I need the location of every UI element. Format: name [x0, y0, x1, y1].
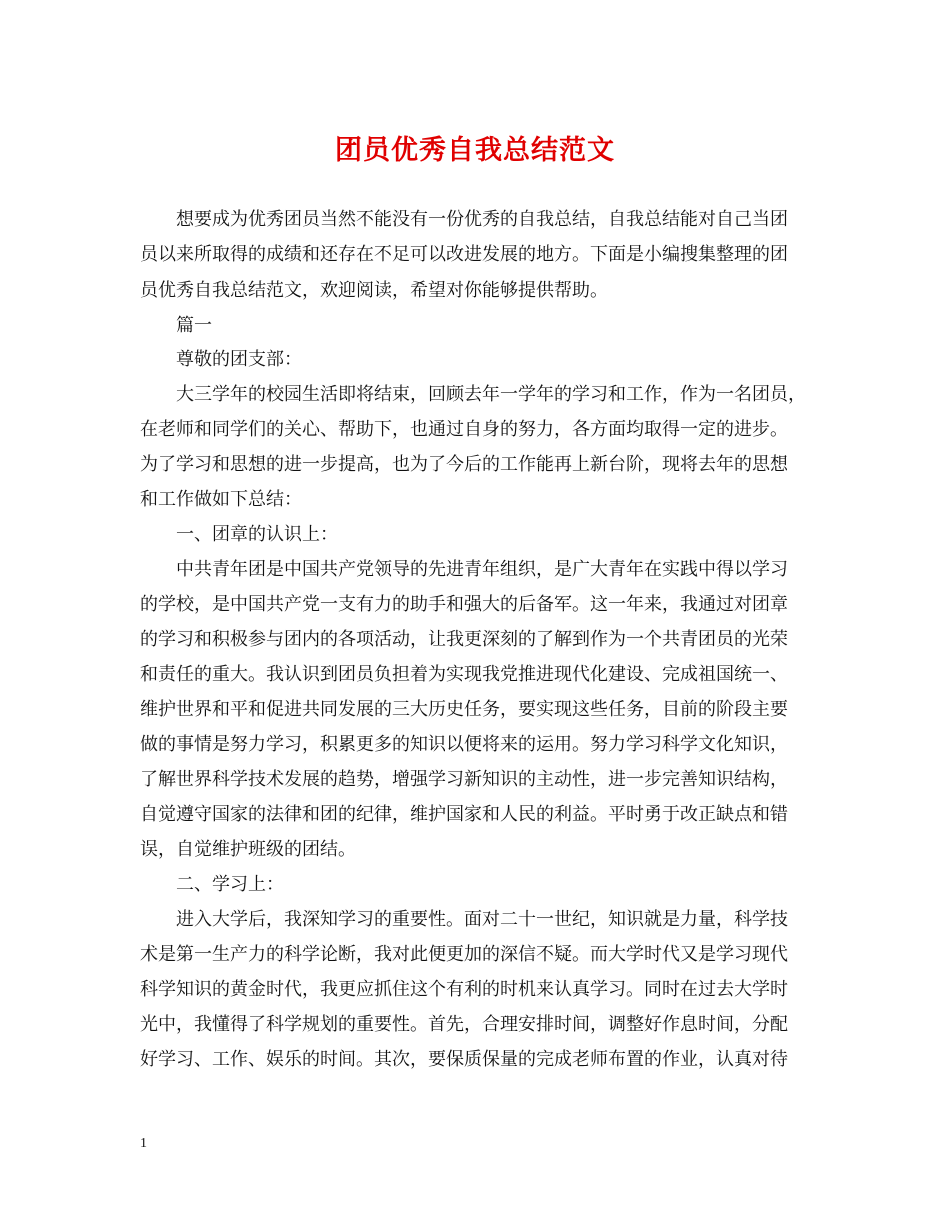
text-line: 员优秀自我总结范文，欢迎阅读，希望对你能够提供帮助。 [140, 280, 608, 301]
section-heading: 一、团章的认识上： [176, 524, 338, 545]
text-line: 术是第一生产力的科学论断，我对此便更加的深信不疑。而大学时代又是学习现代 [140, 944, 788, 965]
text-line: 的学校，是中国共产党一支有力的助手和强大的后备军。这一年来，我通过对团章 [140, 594, 788, 615]
text-line: 做的事情是努力学习，积累更多的知识以便将来的运用。努力学习科学文化知识， [140, 734, 788, 755]
text-line: 和工作做如下总结： [140, 489, 302, 510]
section-heading: 二、学习上： [176, 874, 284, 895]
text-line: 光中，我懂得了科学规划的重要性。首先，合理安排时间，调整好作息时间，分配 [140, 1014, 788, 1035]
document-title: 团员优秀自我总结范文 [335, 135, 615, 166]
text-line: 中共青年团是中国共产党领导的先进青年组织，是广大青年在实践中得以学习 [176, 559, 788, 580]
text-line: 科学知识的黄金时代，我更应抓住这个有利的时机来认真学习。同时在过去大学时 [140, 979, 788, 1000]
text-line: 想要成为优秀团员当然不能没有一份优秀的自我总结，自我总结能对自己当团 [176, 209, 788, 230]
text-line: 为了学习和思想的进一步提高，也为了今后的工作能再上新台阶，现将去年的思想 [140, 454, 788, 475]
text-line: 自觉遵守国家的法律和团的纪律，维护国家和人民的利益。平时勇于改正缺点和错 [140, 804, 788, 825]
text-line: 和责任的重大。我认识到团员负担着为实现我党推进现代化建设、完成祖国统一、 [140, 664, 788, 685]
section-label: 篇一 [176, 315, 212, 336]
text-line: 维护世界和平和促进共同发展的三大历史任务，要实现这些任务，目前的阶段主要 [140, 699, 788, 720]
text-line: 的学习和积极参与团内的各项活动，让我更深刻的了解到作为一个共青团员的光荣 [140, 629, 788, 650]
text-line: 进入大学后，我深知学习的重要性。面对二十一世纪，知识就是力量，科学技 [176, 909, 788, 930]
text-line: 员以来所取得的成绩和还存在不足可以改进发展的地方。下面是小编搜集整理的团 [140, 244, 788, 265]
text-line: 误，自觉维护班级的团结。 [140, 839, 356, 860]
text-line: 在老师和同学们的关心、帮助下，也通过自身的努力，各方面均取得一定的进步。 [140, 419, 788, 440]
page-number: 1 [140, 1136, 147, 1151]
text-line: 好学习、工作、娱乐的时间。其次，要保质保量的完成老师布置的作业，认真对待 [140, 1049, 788, 1070]
text-line: 大三学年的校园生活即将结束，回顾去年一学年的学习和工作，作为一名团员， [176, 384, 806, 405]
salutation: 尊敬的团支部： [176, 349, 302, 370]
text-line: 了解世界科学技术发展的趋势，增强学习新知识的主动性，进一步完善知识结构， [140, 769, 788, 790]
